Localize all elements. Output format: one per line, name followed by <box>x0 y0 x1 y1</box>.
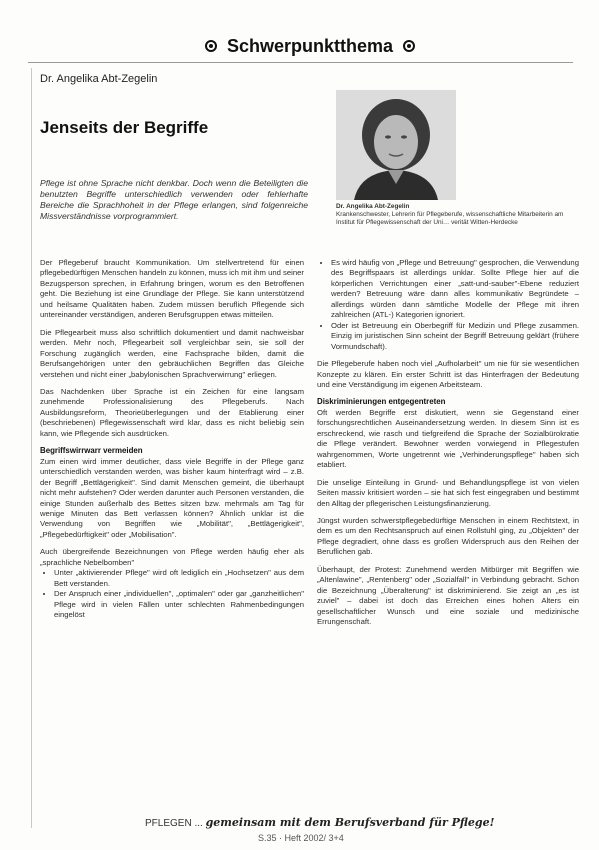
paragraph: Oft werden Begriffe erst diskutiert, wenn sie Gegenstand einer forschungsrechtlichen Auseinandersetzung werden. In diesem Sinn ist es erschreckend, wie rasch und tiefgreifend die Sprache der Sozialbürokratie die Pflege verändert. Bewohner werden vorwiegend in Pflegestufen wahrgenommen, Worte ungetrennt wie „Verhinderungspflege" haben sich etabliert. <box>317 407 579 470</box>
section-title: Schwerpunktthema <box>226 35 394 56</box>
bullet-list <box>317 258 579 352</box>
section-header <box>190 34 430 58</box>
footer-brand <box>145 816 494 829</box>
target-icon <box>403 40 415 52</box>
paragraph: Die Pflegearbeit muss also schriftlich dokumentiert und damit nachweisbar werden. Mehr noch, Pflegearbeit soll vergleichbar sein, sie soll der Forschung zugänglich werden, eine Fachsprache bilden, damit die Berufsangehörigen unter den gebräuchlichen Begriffen das Gleiche verstehen und nicht einer „babylonischen Sprachverwirrung" erliegen. <box>40 327 304 379</box>
page-number: S.35 · Heft 2002/ 3+4 <box>258 833 344 843</box>
right-column <box>317 258 579 635</box>
target-icon <box>205 40 217 52</box>
paragraph: Auch übergreifende Bezeichnungen von Pflege werden häufig eher als „sprachliche Nebelbomben" <box>40 547 304 567</box>
paragraph: Der Pflegeberuf braucht Kommunikation. Um stellvertretend für einen pflegebedürftigen Menschen handeln zu können, muss ich mit ihm und seiner Bezugsperson sprechen, in Erfahrung bringen, worum es den Betroffenen geht. Die Beziehung ist eine Grundlage der Pflege. Sie kann unterstützend und heilsame Qualitäten haben. Zudem müssen beruflich Pflegende sich untereinander verständigen, anderen Berufsgruppen etwas mitteilen. <box>40 258 304 320</box>
caption-name: Dr. Angelika Abt-Zegelin <box>336 203 410 210</box>
paragraph: Zum einen wird immer deutlicher, dass viele Begriffe in der Pflege ganz unterschiedlich verstanden werden, was bisher kaum hinterfragt wird – z.B. der Begriff „Bettlägerigkeit". Sind damit Menschen gemeint, die überhaupt nicht mehr aufstehen? Oder werden darunter auch Personen verstanden, die einige Stunden außerhalb des Bettes sitzen bzw. mehrmals am Tag für wenige Minuten das Bett verlassen können? Ähnlich unklar ist die Verwendung von Begriffen wie „Mobilität", „Bettlägerigkeit", „Pflegebedürftigkeit" oder „Mobilisation". <box>40 456 304 539</box>
bullet-list <box>40 568 304 620</box>
author-photo <box>336 90 456 200</box>
left-column <box>40 258 304 628</box>
subheading: Diskriminierungen entgegentreten <box>317 397 446 407</box>
brand-slogan: gemeinsam mit dem Berufsverband für Pflege! <box>205 816 495 829</box>
list-item: • Unter „aktivierender Pflege" wird oft lediglich ein „Hochsetzen" aus dem Bett verstanden. <box>54 568 304 589</box>
caption-text: Krankenschwester, Lehrerin für Pflegeberufe, wissenschaftliche Mitarbeiterin am Institut für Pflegewissenschaft der Uni… verität Witten-Herdecke <box>336 211 564 226</box>
author-line: Dr. Angelika Abt-Zegelin <box>40 73 158 85</box>
photo-caption <box>336 203 571 227</box>
paragraph: Die Pflegeberufe haben noch viel „Aufholarbeit" um nie für sie wesentlichen Konzepte zu klären. Ein erster Schritt ist das Hinterfragen der Bedeutung und eine Verständigung im eigenen Arbeitsteam. <box>317 359 579 389</box>
header-rule <box>28 62 573 63</box>
list-item: • Oder ist Betreuung ein Oberbegriff für Medizin und Pflege zusammen. Einzig im juristischen Sinn scheint der Begriff Betreuung geklärt (frühere Vormundschaft). <box>331 321 579 352</box>
paragraph: Jüngst wurden schwerstpflegebedürftige Menschen in einem Rechtstext, in dem es um den Rechtsanspruch auf einen Rollstuhl ging, zu „Objekten" der Pflege degradiert, ohne dass es großen Widerspruch aus den Reihen der Beruflichen gab. <box>317 515 579 557</box>
paragraph: Die unselige Einteilung in Grund- und Behandlungspflege ist von vielen Seiten massiv kritisiert worden – sie hat sich fest eingegraben und bestimmt den Alltag der pflegerischen Leistungsfinanzierung. <box>317 477 579 508</box>
subheading: Begriffswirrwarr vermeiden <box>40 446 143 456</box>
paragraph: Das Nachdenken über Sprache ist ein Zeichen für eine langsam zunehmende Professionalisierung des Pflegeberufs. Nach Ausbildungsreform, Theorieüberlegungen und der Etablierung einer (beschriebenen) Pflegewissenschaft wird klar, dass es nicht beliebig sein kann, wie Pflegende sich ausdrücken. <box>40 386 304 438</box>
brand-name: PFLEGEN ... <box>145 818 203 829</box>
margin-line <box>31 68 32 828</box>
list-item: • Es wird häufig von „Pflege und Betreuung" gesprochen, die Verwendung des Begriffspaars ist allerdings unklar. Sollte Pflege hier auf die körperlichen Verrichtungen einer „satt-und-sauber"-Ebene reduziert werden? Betreuung wäre dann alles kommunikativ Begründete – allerdings würden dann sämtliche Modelle der Pflege mit ihren zahlreichen (ATL-) Kategorien ignoriert. <box>331 258 579 321</box>
lead-paragraph: Pflege ist ohne Sprache nicht denkbar. Doch wenn die Beteiligten die benutzten Begriffe unterschiedlich verwenden oder fehlerhafte Bereiche die Sprachhoheit in der Pflege erlangen, sind folgenreiche Missverständnisse vorprogrammiert. <box>40 178 308 221</box>
list-item: • Der Anspruch einer „individuellen", „optimalen" oder gar „ganzheitlichen" Pflege wird in vielen Fällen unter schlechten Rahmenbedingungen eingelöst <box>54 589 304 620</box>
paragraph: Überhaupt, der Protest: Zunehmend werden Mitbürger mit Begriffen wie „Altenlawine", „Rentenberg" oder „Sozialfall" in Verbindung gebracht. Schon die Bezeichnung „Überalterung" ist diskriminierend. Sie zeigt an „es ist zuviel" – dabei ist doch das Erreichen eines hohen Alters ein gesellschaftlicher Wunsch und eine soziale und medizinische Errungenschaft. <box>317 564 579 627</box>
article-title: Jenseits der Begriffe <box>40 118 209 137</box>
